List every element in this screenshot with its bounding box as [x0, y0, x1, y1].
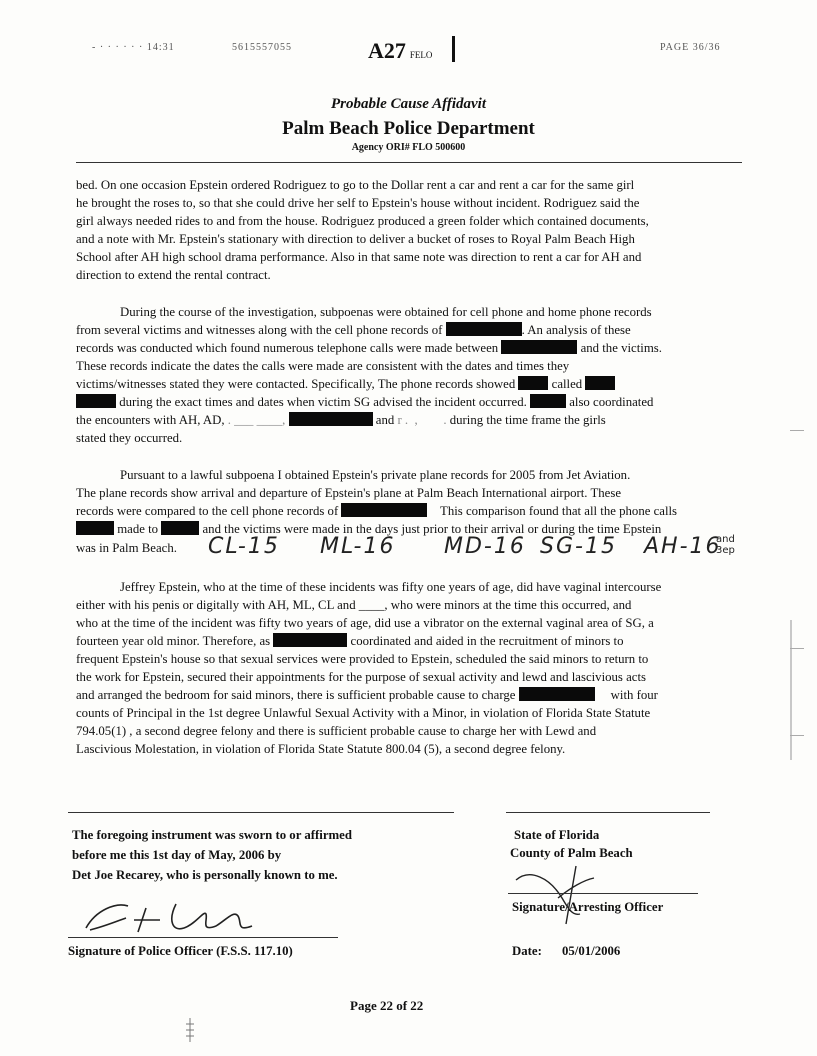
police-officer-signature: [76, 890, 306, 940]
paragraph-3-line: records were compared to the cell phone records of This comparison found that all the phone calls: [76, 504, 678, 518]
paragraph-3-line: was in Palm Beach.: [76, 541, 177, 555]
redaction-box: [530, 394, 566, 408]
paragraph-4-line: 794.05(1) , a second degree felony and there is sufficient probable cause to charge her with Lewd and: [76, 724, 597, 738]
paragraph-4-line: Jeffrey Epstein, who at the time of these incidents was fifty one years of age, did have vaginal intercourse: [120, 580, 662, 594]
redaction-box: [518, 376, 548, 390]
footer-divider-left: [68, 812, 454, 813]
paragraph-4-line: fourteen year old minor. Therefore, as coordinated and aided in the recruitment of minors to: [76, 634, 624, 648]
arresting-signature-label: Signature/Arresting Officer: [512, 900, 664, 914]
sworn-statement-line: Det Joe Recarey, who is personally known to me.: [72, 868, 338, 882]
paragraph-3-line: Pursuant to a lawful subpoena I obtained Epstein's private plane records for 2005 from Jet Aviation.: [120, 468, 631, 482]
handwritten-note: and 3ep: [716, 534, 735, 556]
handwritten-initials: SG-15: [540, 534, 617, 559]
police-signature-line: [68, 937, 338, 938]
document-code: A27 FELO: [368, 38, 433, 63]
paragraph-1-line: girl always needed rides to and from the house. Rodriguez produced a green folder which contained documents,: [76, 214, 649, 228]
paragraph-4-line: and arranged the bedroom for said minors, there is sufficient probable cause to charge with four: [76, 688, 658, 702]
paragraph-4-line: who at the time of the incident was fifty two years of age, did use a vibrator on the external vaginal area of SG, a: [76, 616, 654, 630]
paragraph-4-line: either with his penis or digitally with AH, ML, CL and ____, who were minors at the time this occurred, and: [76, 598, 632, 612]
redaction-box: [76, 521, 114, 535]
redaction-box: [161, 521, 199, 535]
redaction-box: [273, 633, 347, 647]
paragraph-1-line: and a note with Mr. Epstein's stationary with direction to deliver a bucket of roses to Royal Palm Beach High: [76, 232, 635, 246]
paragraph-2-line: the encounters with AH, AD, . ___ ____, and r . , . during the time frame the girls: [76, 413, 606, 427]
scan-tick: [790, 430, 804, 431]
redaction-box: [501, 340, 577, 354]
scan-edge: [790, 620, 792, 760]
footer-divider-right: [506, 812, 710, 813]
paragraph-4-line: the work for Epstein, secured their appointments for the purpose of sexual activity and lewd and lascivious acts: [76, 670, 647, 684]
paragraph-4-line: frequent Epstein's house so that sexual services were provided to Epstein, scheduled the said minors to return to: [76, 652, 649, 666]
state-label: State of Florida: [514, 828, 600, 842]
fax-header-noise: - · · · · · · 14:31: [92, 42, 175, 53]
paragraph-1-line: School after AH high school drama performance. Also in that same note was direction to rent a car for AH and: [76, 250, 642, 264]
fax-page-label: PAGE 36/36: [660, 42, 721, 53]
redaction-box: [76, 394, 116, 408]
paragraph-4-line: counts of Principal in the 1st degree Unlawful Sexual Activity with a Minor, in violation of Florida State Statute: [76, 706, 651, 720]
redaction-box: [341, 503, 427, 517]
county-label: County of Palm Beach: [510, 846, 633, 860]
paragraph-2-line: stated they occurred.: [76, 431, 183, 445]
department-name: Palm Beach Police Department: [282, 118, 535, 139]
paragraph-2-line: during the exact times and dates when victim SG advised the incident occurred. also coordinated: [76, 393, 742, 411]
paragraph-2-line: records was conducted which found numerous telephone calls were made between and the victims.: [76, 341, 662, 355]
scan-tick: [790, 735, 804, 736]
paragraph-3-line: The plane records show arrival and departure of Epstein's plane at Palm Beach International airport. These: [76, 486, 622, 500]
sworn-statement-line: The foregoing instrument was sworn to or affirmed: [72, 828, 352, 842]
header-divider: [76, 162, 742, 163]
sworn-statement-line: before me this 1st day of May, 2006 by: [72, 848, 282, 862]
paragraph-4-line: Lascivious Molestation, in violation of Florida State Statute 800.04 (5), a second degree felony.: [76, 742, 566, 756]
paragraph-1-line: direction to extend the rental contract.: [76, 268, 271, 282]
paragraph-3-line: made to and the victims were made in the days just prior to their arrival or during the time Epstein: [76, 520, 742, 538]
redaction-box: [289, 412, 373, 426]
handwritten-initials: AH-16: [644, 534, 722, 559]
paragraph-1-line: bed. On one occasion Epstein ordered Rodriguez to go to the Dollar rent a car and rent a car for the same girl: [76, 178, 635, 192]
redaction-box: [519, 687, 595, 701]
handwritten-initials: CL-15: [208, 534, 280, 559]
arresting-signature-line: [508, 893, 698, 894]
date-value: 05/01/2006: [562, 944, 621, 958]
fax-number: 5615557055: [232, 42, 292, 53]
paragraph-1-line: he brought the roses to, so that she could drive her self to Epstein's house without incident. Rodriguez said the: [76, 196, 640, 210]
page-marker: [452, 36, 455, 62]
handwritten-initials: ML-16: [320, 534, 396, 559]
handwritten-initials: MD-16: [444, 534, 526, 559]
agency-ori: Agency ORI# FLO 500600: [351, 142, 466, 153]
paragraph-2-line: During the course of the investigation, subpoenas were obtained for cell phone and home phone records: [120, 305, 652, 319]
date-label: Date:: [512, 944, 542, 958]
paragraph-2-line: victims/witnesses stated they were contacted. Specifically, The phone records showed called: [76, 375, 742, 393]
affidavit-title: Probable Cause Affidavit: [331, 96, 486, 112]
scan-tick: [790, 648, 804, 649]
paragraph-2-line: from several victims and witnesses along with the cell phone records of . An analysis of these: [76, 323, 631, 337]
police-signature-label: Signature of Police Officer (F.S.S. 117.10): [68, 944, 293, 958]
paragraph-2-line: These records indicate the dates the calls were made are consistent with the dates and times they: [76, 359, 570, 373]
redaction-box: [446, 322, 522, 336]
redaction-box: [585, 376, 615, 390]
scan-artifact: [184, 1016, 196, 1044]
page-number: Page 22 of 22: [350, 998, 424, 1013]
